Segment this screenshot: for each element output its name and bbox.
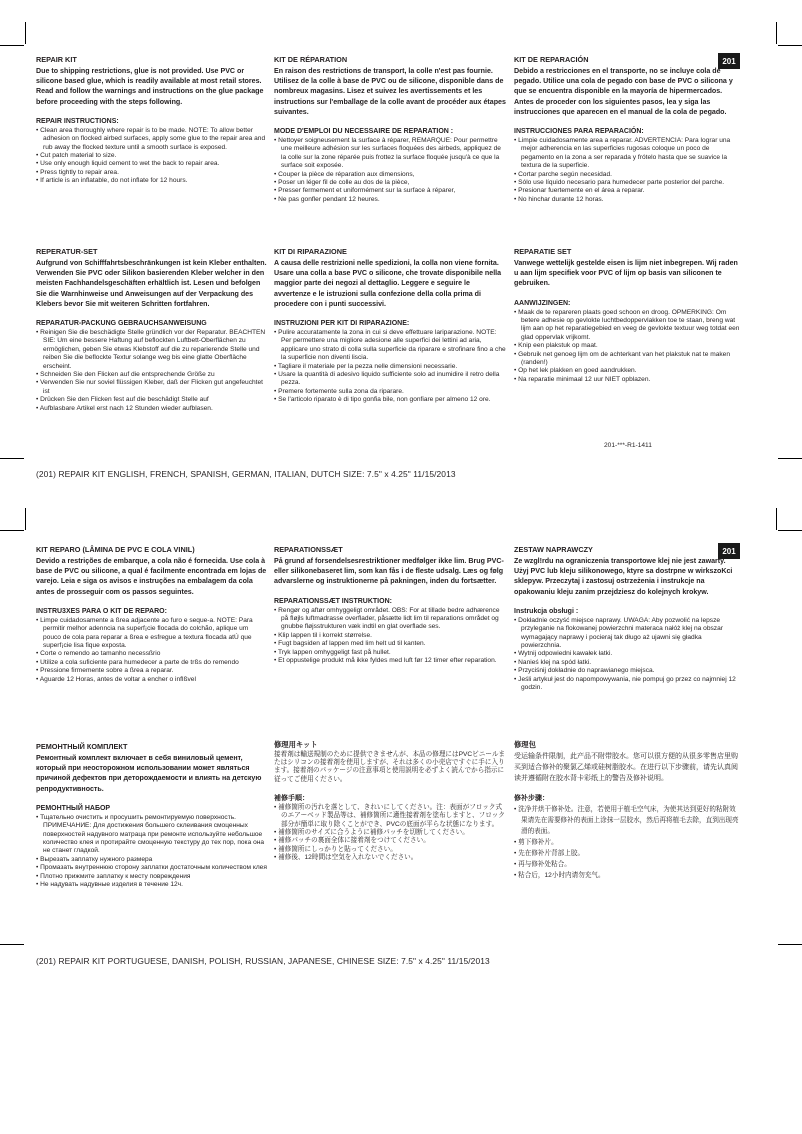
section-title: РЕМОНТНЫЙ КОМПЛЕКТ (36, 742, 128, 751)
list-item: • Clean area thoroughly where repair is to be made. NOTE: To allow better adhesion on flocked airbed surfaces, apply some glue to the repair area and rub away the flocked texture until a smooth surface is exposed. (36, 127, 268, 152)
list-item: • Jeśli artykuł jest do napompowywania, nie pompuj go przez co najmniej 12 godzin. (514, 676, 742, 693)
section-intro: Due to shipping restrictions, glue is not provided. Use PVC or silicone based glue, which is readily available at most retail stores. Read and follow the warnings and instructions on the glue package before proceeding with the steps following. (36, 67, 264, 106)
list-item: • Couper la pièce de réparation aux dimensions, (274, 171, 506, 179)
section-spanish (514, 55, 742, 204)
list-item: • Presser fermement et uniformément sur la surface à réparer, (274, 187, 506, 195)
list-item: • Tryk lappen omhyggeligt fast på hullet. (274, 649, 506, 657)
instruction-list (274, 329, 506, 405)
section-danish (274, 545, 506, 665)
page-number-badge: 201 (718, 543, 740, 559)
instruction-list (514, 804, 742, 881)
list-item: • Nettoyer soigneusement la surface à réparer, REMARQUE: Pour permettre une meilleure adhésion sur les surfaces floquées des airbeds, appliquez de la colle sur la zone réparée puis frottez la surface floquée jusqu'à ce que la surface soit exposée. (274, 137, 506, 171)
section-intro: 受运输条件限制，此产品不附带胶水。您可以很方便的从很多零售店里购买到适合修补的聚氯乙烯或硅树脂胶水。在进行以下步骤前，请先认真阅读并遵循附在胶水背卡彩纸上的警告及修补说明。 (514, 753, 738, 782)
list-item: • Premere fortemente sulla zona da riparare. (274, 388, 506, 396)
section-intro: Aufgrund von Schifffahrtsbeschränkungen ist kein Kleber enthalten. Verwenden Sie PVC oder Silikon basierenden Kleber welcher in den meisten Fachhandelsgeschäften erhältlich ist. Lesen und befolgen Sie die Warnhinweise und Anweisungen auf der Verpackung des Klebers bevor Sie mit weiteren Schritten fortfahren. (36, 259, 267, 308)
list-item: • Na reparatie minimaal 12 uur NIET opblazen. (514, 376, 742, 384)
list-item: • Промазать внутреннюю сторону заплатки достаточным количеством клея (36, 864, 268, 872)
section-subtitle: 補修手順： (274, 794, 309, 802)
card-footer: (201) REPAIR KIT ENGLISH, FRENCH, SPANISH, GERMAN, ITALIAN, DUTCH SIZE: 7.5" x 4.25" 11/15/2013 (36, 469, 456, 479)
section-title: REPARATIONSSÆT (274, 545, 343, 554)
list-item: • Fugt bagsiden af lappen med lim helt ud til kanten. (274, 640, 506, 648)
list-item: • Schneiden Sie den Flicken auf die entsprechende Größe zu (36, 371, 268, 379)
section-title: REPERATUR-SET (36, 247, 98, 256)
instruction-list (36, 617, 268, 684)
list-item: • Klip lappen til i korrekt størrelse. (274, 632, 506, 640)
instruction-list (274, 137, 506, 204)
list-item: • 補修箇所の汚れを落として、きれいにしてください。注：表面がフロック式のエアーベッド製品等は、補修箇所に適性接着剤を塗布しますと、フロック部分が簡単に取り除くことができ、PVCの底面が平らな状態になります。 (274, 804, 506, 829)
crop-mark (0, 944, 24, 945)
list-item: • 補修後、12時間は空気を入れないでください。 (274, 854, 506, 862)
list-item: • Utilize a cola suficiente para humedecer a parte de trßs do remendo (36, 659, 268, 667)
section-intro: Ze wzgl!rdu na ograniczenia transportowe klej nie jest zawarty. Użyj PVC lub kleju silikonowego, ktyre sa dostrpne w wirkszoKci sklepyw. Przeczytaj i zastosuj ostrzeżenia i instrukcje na opakowaniu kleju zanim przejdziesz do kolejnych krokyw. (514, 557, 733, 596)
list-item: • Poser un léger fil de colle au dos de la pièce, (274, 179, 506, 187)
list-item: • 補修パッチの裏面全体に接着剤をつけてください。 (274, 837, 506, 845)
section-intro: Devido a restrições de embarque, a cola não é fornecida. Use cola à base de PVC ou silicone, a qual é facilmente encontrada em lojas de varejo. Leia e siga os avisos e instruções na embalagem da cola antes de prosseguir com os passos seguintes. (36, 557, 267, 596)
section-title: KIT DE RÉPARATION (274, 55, 348, 64)
section-subtitle: Instrukcja obsługi : (514, 607, 579, 615)
crop-mark (0, 458, 24, 459)
list-item: • 再与修补处粘合。 (514, 859, 742, 870)
section-title: REPAIR KIT (36, 55, 77, 64)
list-item: • Maak de te repareren plaats goed schoon en droog. OPMERKING: Om betere adhesie op gevlokte luchtbedoppervlakken toe te staan, breng wat lijm aan op het reparatiegebied en veeg de gevlokte textuur weg totdat een glad oppervlak vrijkomt. (514, 309, 742, 343)
section-subtitle: REPARATIONSSÆT INSTRUKTION: (274, 597, 392, 605)
list-item: • Press tightly to repair area. (36, 169, 268, 177)
list-item: • No hinchar durante 12 horas. (514, 196, 742, 204)
list-item: • Przyciśnij dokładnie do naprawianego miejsca. (514, 667, 742, 675)
section-subtitle: INSTRU3XES PARA O KIT DE REPARO: (36, 607, 167, 615)
section-polish (514, 545, 742, 692)
list-item: • Pressione firmemente sobre a ßrea a reparar. (36, 667, 268, 675)
section-subtitle: INSTRUZIONI PER KIT DI RIPARAZIONE: (274, 320, 410, 328)
list-item: • Drücken Sie den Flicken fest auf die beschädigt Stelle auf (36, 396, 268, 404)
section-title: KIT DI RIPARAZIONE (274, 247, 347, 256)
section-english (36, 55, 268, 186)
list-item: • 補修箇所のサイズに合うように補修パッチを切断してください。 (274, 829, 506, 837)
crop-mark (778, 45, 802, 46)
instruction-list (514, 137, 742, 204)
list-item: • Sólo use líquido necesario para humedecer parte posterior del parche. (514, 179, 742, 187)
list-item: • Corte o remendo ao tamanho necessßrio (36, 650, 268, 658)
list-item: • If article is an inflatable, do not inflate for 12 hours. (36, 177, 268, 185)
section-subtitle: 修补步骤： (514, 795, 549, 802)
crop-mark (778, 530, 802, 531)
list-item: • Verwenden Sie nur soviel flüssigen Kleber, daß der Flicken gut angefeuchtet ist (36, 379, 268, 396)
list-item: • Pulire accuratamente la zona in cui si deve effettuare lariparazione. NOTE: Per permettere una migliore adesione alle superfici dei lettini ad aria, applicare uno strato di colla sulla superficie da riparare e strofinare fino a che la superficie non diventi liscia. (274, 329, 506, 363)
section-subtitle: MODE D'EMPLOI DU NECESSAIRE DE REPARATION : (274, 128, 454, 136)
section-intro: Ремонтный комплект включает в себя виниловый цемент, который при неосторожном использовании может являться причиной дефектов при деторождаемости и влиять на детскую репродуктивность. (36, 754, 262, 793)
section-french (274, 55, 506, 204)
list-item: • Limpie cuidadosamente area a reparar. ADVERTENCIA: Para lograr una mejor adherencia en las superficies rugosas coloque un poco de pegamento en la zona a ser reparada y frótelo hasta que se suavice la textura de la superficie. (514, 137, 742, 171)
list-item: • Use only enough liquid cement to wet the back to repair area. (36, 160, 268, 168)
section-subtitle: AANWIJZINGEN: (514, 299, 571, 307)
instruction-list (274, 607, 506, 666)
page-number-badge: 201 (718, 53, 740, 69)
section-title: KIT DE REPARACIÓN (514, 55, 589, 64)
section-title: REPARATIE SET (514, 247, 572, 256)
instruction-list (36, 814, 268, 890)
list-item: • Gebruik net genoeg lijm om de achterkant van het plakstuk nat te maken (randen!) (514, 351, 742, 368)
list-item: • 剪下修补片。 (514, 837, 742, 848)
crop-mark (0, 45, 24, 46)
section-intro: Vanwege wettelijk gestelde eisen is lijm niet inbegrepen. Wij raden u aan lijm specifiek voor PVC of lijm op basis van siliconen te gebruiken. (514, 259, 738, 288)
list-item: • Reinigen Sie die beschädigte Stelle gründlich vor der Reparatur. BEACHTEN SIE: Um eine bessere Haftung auf beflockten Luftbett-Oberflächen zu ermöglichen, geben Sie etwas Klebstoff auf die zu reparierende Stelle und reiben Sie die beflockte Textur solange weg bis eine glatte Oberfläche erscheint. (36, 329, 268, 371)
list-item: • Knip een plakstuk op maat. (514, 342, 742, 350)
section-russian (36, 742, 268, 889)
section-title: 修理包 (514, 740, 536, 749)
list-item: • Ne pas gonfler pendant 12 heures. (274, 196, 506, 204)
list-item: • Wytnij odpowiedni kawałek łatki. (514, 650, 742, 658)
list-item: • Cortar parche según necesidad. (514, 171, 742, 179)
list-item: • Плотно прижмите заплатку к месту повреждения (36, 873, 268, 881)
instruction-list (36, 329, 268, 413)
list-item: • Tagliare il materiale per la pezza nelle dimensioni necessarie. (274, 363, 506, 371)
section-japanese (274, 740, 506, 863)
list-item: • 補修箇所にしっかりと貼ってください。 (274, 846, 506, 854)
list-item: • Не надувать надувные изделия в течение 12ч. (36, 881, 268, 889)
crop-mark (0, 530, 24, 531)
part-number: 201-***-R1-1411 (604, 442, 652, 449)
crop-mark (776, 22, 777, 44)
crop-mark (25, 508, 26, 530)
section-title: KIT REPARO (LÂMINA DE PVC E COLA VINIL) (36, 545, 195, 554)
section-dutch (514, 247, 742, 384)
section-title: 修理用キット (274, 740, 318, 749)
crop-mark (776, 508, 777, 530)
crop-mark (778, 458, 802, 459)
section-chinese (514, 740, 742, 881)
list-item: • Op het lek plakken en goed aandrukken. (514, 367, 742, 375)
list-item: • Presionar fuertemente en el área a reparar. (514, 187, 742, 195)
instruction-list (36, 127, 268, 186)
list-item: • Et oppustelige produkt må ikke fyldes med luft før 12 timer efter reparation. (274, 657, 506, 665)
section-subtitle: REPAIR INSTRUCTIONS: (36, 117, 119, 125)
list-item: • Тщательно очистить и просушить ремонтируемую поверхность. ПРИМЕЧАНИЕ: Для достижения большего склеивания смоценных поверхностей надувного матраца при ремонте используйте небольшое количество клея и протирайте смоценную текстуру до тех пор, пока она не станет гладкой. (36, 814, 268, 856)
section-italian (274, 247, 506, 405)
list-item: • Aufblasbare Artikel erst nach 12 Stunden wieder aufblasen. (36, 405, 268, 413)
section-german (36, 247, 268, 413)
list-item: • Dokładnie oczyść miejsce naprawy. UWAGA: Aby pozwolić na lepsze przyleganie na flokowanej powierzchni materaca nałóż klej na obszar wymagający naprawy i pocieraj tak długo aż ujawni się gładka powierzchnia. (514, 617, 742, 651)
list-item: • Aguarde 12 Horas, antes de voltar a encher o inflßvel (36, 676, 268, 684)
list-item: • Cut patch material to size. (36, 152, 268, 160)
crop-mark (778, 944, 802, 945)
section-intro: Debido a restricciones en el transporte, no se incluye cola de pegado. Utilice una cola de pegado con base de PVC o silicona y que se encuentra disponible en la mayoría de hipermercados. Antes de proceder con los siguientes pasos, lea y siga las instrucciones que aparecen en el manual de la cola de pegado. (514, 67, 733, 116)
instruction-list (514, 309, 742, 385)
list-item: • 洗净并烘干修补处。注意，若使用于植毛空气床，为使其达到更好的粘附效果请先在需要修补的表面上涂抹一层胶水，然后再将植毛去除，直到出现亮滑的表面。 (514, 804, 742, 837)
section-title: ZESTAW NAPRAWCZY (514, 545, 593, 554)
section-portuguese (36, 545, 268, 684)
list-item: • Se l'articolo riparato è di tipo gonfia bile, non gonfiare per almeno 12 ore. (274, 396, 506, 404)
list-item: • Rengør og aftør omhyggeligt området. OBS: For at tillade bedre adhærence på fløjls luftmadrasse overflader, påsætte lidt lim til reparations området og gnubbe fløjsstrukturen væk indtil en glat overflade ses. (274, 607, 506, 632)
section-subtitle: INSTRUCCIONES PARA REPARACIÓN: (514, 128, 644, 136)
list-item: • Вырезать заплатку нужного размера (36, 856, 268, 864)
section-subtitle: РЕМОНТНЫЙ НАБОР (36, 804, 111, 812)
card-footer: (201) REPAIR KIT PORTUGUESE, DANISH, POLISH, RUSSIAN, JAPANESE, CHINESE SIZE: 7.5" x 4.25" 11/15/2013 (36, 956, 490, 966)
list-item: • 粘合后，12小时内请勿充气。 (514, 870, 742, 881)
list-item: • 先在修补片背部上胶。 (514, 848, 742, 859)
list-item: • Limpe cuidadosamente a ßrea adjacente ao furo e seque-a. NOTE: Para permitir melhor adenncia na superf¡cie flocada do colchão, aplique um pouco de cola para reparar a ßrea e esfregue a textura flocada atÚ que superf¡cie lisa fique exposta. (36, 617, 268, 651)
section-intro: En raison des restrictions de transport, la colle n'est pas fournie. Utilisez de la colle à base de PVC ou de silicone, disponible dans de nombreux magasins. Lisez et suivez les avertissements et les instructions sur l'emballage de la colle avant de procéder aux étapes suivantes. (274, 67, 506, 116)
list-item: • Nanieś klej na spód łatki. (514, 659, 742, 667)
section-intro: På grund af forsendelsesrestriktioner medfølger ikke lim. Brug PVC- eller silikonebaseret lim, som kan fås i de fleste udsalg. Læs og følg advarslerne og instruktionerne på pakningen, inden du fortsætter. (274, 557, 504, 586)
list-item: • Usare la quantità di adesivo liquido sufficiente solo ad inumidire il retro della pezza. (274, 371, 506, 388)
crop-mark (25, 22, 26, 44)
instruction-list (514, 617, 742, 693)
section-intro: A causa delle restrizioni nelle spedizioni, la colla non viene fornita. Usare una colla a base PVC o silicone, che trovate disponibile nella maggior parte dei negozi al dettaglio. Leggere e seguire le avvertenze e le istruzioni sulla confezione della colla prima di procedere con i punti successivi. (274, 259, 502, 308)
section-subtitle: REPARATUR-PACKUNG GEBRAUCHSANWEISUNG (36, 320, 207, 328)
instruction-list (274, 804, 506, 863)
section-intro: 接着剤は輸送規制のために提供できませんが、本品の修理にはPVCビニールまたはシリコンの接着剤を使用しますが、それは多くの小売店ですぐに手に入ります。接着剤のパッケージの注意事項と使用説明を必ずよく読んでから指示に従ってご使用ください。 (274, 751, 506, 783)
